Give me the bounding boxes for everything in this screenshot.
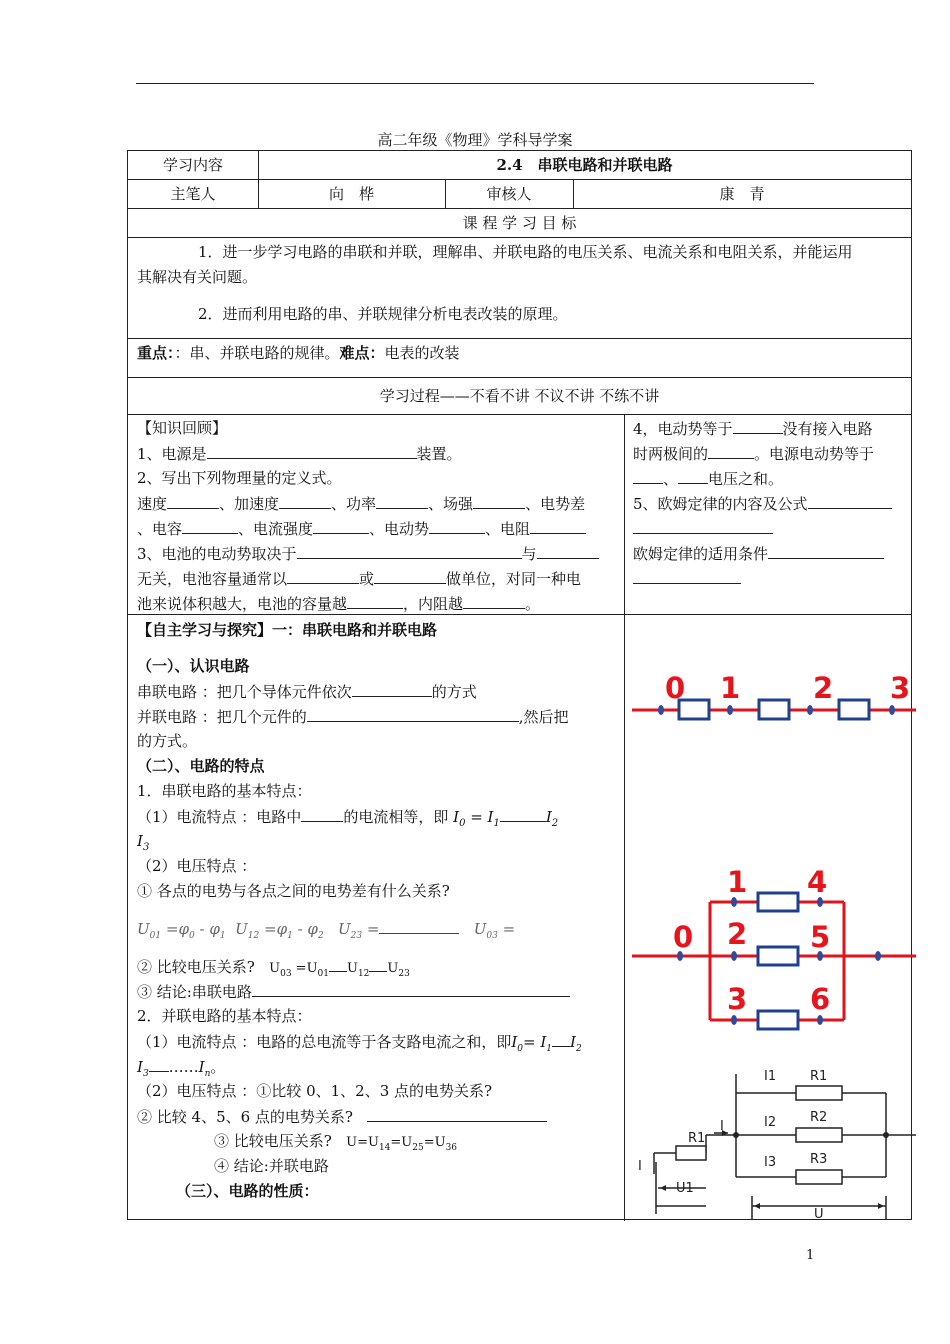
label-U1: U1 <box>676 1181 694 1196</box>
author-label: 主笔人 <box>170 185 216 203</box>
circuit-diagrams <box>624 614 924 1220</box>
series-label-2: 2 <box>813 671 834 705</box>
parallel-label-5: 5 <box>810 920 831 954</box>
goal-2: 2．进而利用电路的串、并联规律分析电表改装的原理。 <box>198 305 568 323</box>
label-I-left: I <box>638 1159 642 1174</box>
label-R3: R3 <box>810 1152 828 1167</box>
page-number: 1 <box>806 1248 815 1263</box>
goals-heading: 课 程 学 习 目 标 <box>462 214 577 232</box>
label-I-branch: I <box>720 1119 724 1134</box>
schematic-circuit <box>654 1074 916 1220</box>
parallel-label-0: 0 <box>673 920 694 954</box>
reviewer-name: 康 青 <box>719 185 765 203</box>
label-R2: R2 <box>810 1110 828 1125</box>
series-label-0: 0 <box>665 671 686 705</box>
label-I2: I2 <box>764 1115 777 1130</box>
label-R1-top: R1 <box>810 1069 828 1084</box>
label-U: U <box>814 1207 824 1220</box>
series-label-3: 3 <box>890 671 911 705</box>
parallel-resistors <box>758 893 798 1029</box>
series-label-1: 1 <box>720 671 741 705</box>
process-heading: 学习过程——不看不讲 不议不讲 不练不讲 <box>379 387 660 405</box>
header-rule <box>136 83 814 84</box>
label-R1-left: R1 <box>688 1131 706 1146</box>
label-I3: I3 <box>764 1155 777 1170</box>
author-name: 向 桦 <box>328 185 374 203</box>
lesson-title: 2.4 串联电路和并联电路 <box>496 156 673 174</box>
parallel-label-4: 4 <box>807 865 828 899</box>
document-title: 高二年级《物理》学科导学案 <box>377 131 573 149</box>
goal-1-cont: 其解决有关问题。 <box>137 268 258 286</box>
parallel-label-6: 6 <box>810 982 831 1016</box>
label-I1: I1 <box>764 1069 777 1084</box>
content-label: 学习内容 <box>162 156 223 174</box>
parallel-label-2: 2 <box>727 917 748 951</box>
reviewer-label: 审核人 <box>486 185 532 203</box>
lesson-table: 学习内容 2.4 串联电路和并联电路 主笔人 向 桦 审核人 康 青 课 程 学 习 目 标 1．进一步学习电路的串联和并联，理解串、并联电路的电压关系、电流关系和电阻关系，并能运用 其解决有关问题。 2．进而利用电路的串、并联规律分析电表改装的原理。 重点：：串、并联电路的规律。难点：电表的改装 学习过程——不看不讲 不议不讲 不练不讲 【知识回顾】 1、电源是 装置。 2、写出下列物理量的定义式。 速度 、加速度 、功率 、场强 、电势差 、电容 、电流强度 、电动势 、电阻 3、电池的电动势取决于 与 无关，电池容量通常以 或 做单位，对同一种电 池来说体积越大，电池的容量越 ，内阻越 。 4，电动势等于 没有接入电路 时两极间的 。电源电动势等于 、 电压之和。 5、欧姆定律的内容及公式 欧姆定律的适用条件 【自主学习与探究】一：串联电路和并联电路 （一）、认识电路 串联电路 ：把几个导体元件依次 的方式 并联电路 ：把几个元件的 ,然后把 的方式。 （二）、电路的特点 1．串联电路的基本特点： （1）电流特点 ：电路中 的电流相等，即 $I_0 = I_1$ $I_2$ $I_3$ （2）电压特点 ： ① 各点的电势与各点之间的电势差有什么关系? $U_{01} =\varphi_0 - \varphi_1$ $U_{12} =\varphi_1 - \varphi_2$ $U_{23}$ = $U_{03}$ = ② 比较电压关系? $U_{03} =U_{01}$ $U_{12}$ $U_{23}$ ③ 结论:串联电路 2．并联电路的基本特点： （1）电流特点 ：电路的总电流等于各支路电流之和，即$I_0= I_1$ $I_2$ $I_3$ $\dots\dots I_n$。 （2）电压特点 ：①比较 0、1、2、3 点的电势关系? ② 比较 4、5、6 点的电势关系? ③ 比较电压关系? $U=U_{14}=U_{25}=U_{36}$ ④ 结论:并联电路 （三）、电路的性质： <box>127 150 912 1220</box>
series-circuit-diagram <box>632 671 916 719</box>
key-points: 重点：：串、并联电路的规律。难点：电表的改装 <box>137 344 460 362</box>
parallel-label-3: 3 <box>727 982 748 1016</box>
goal-1: 1．进一步学习电路的串联和并联，理解串、并联电路的电压关系、电流关系和电阻关系，并能运用 <box>198 243 853 261</box>
parallel-label-1: 1 <box>727 865 748 899</box>
